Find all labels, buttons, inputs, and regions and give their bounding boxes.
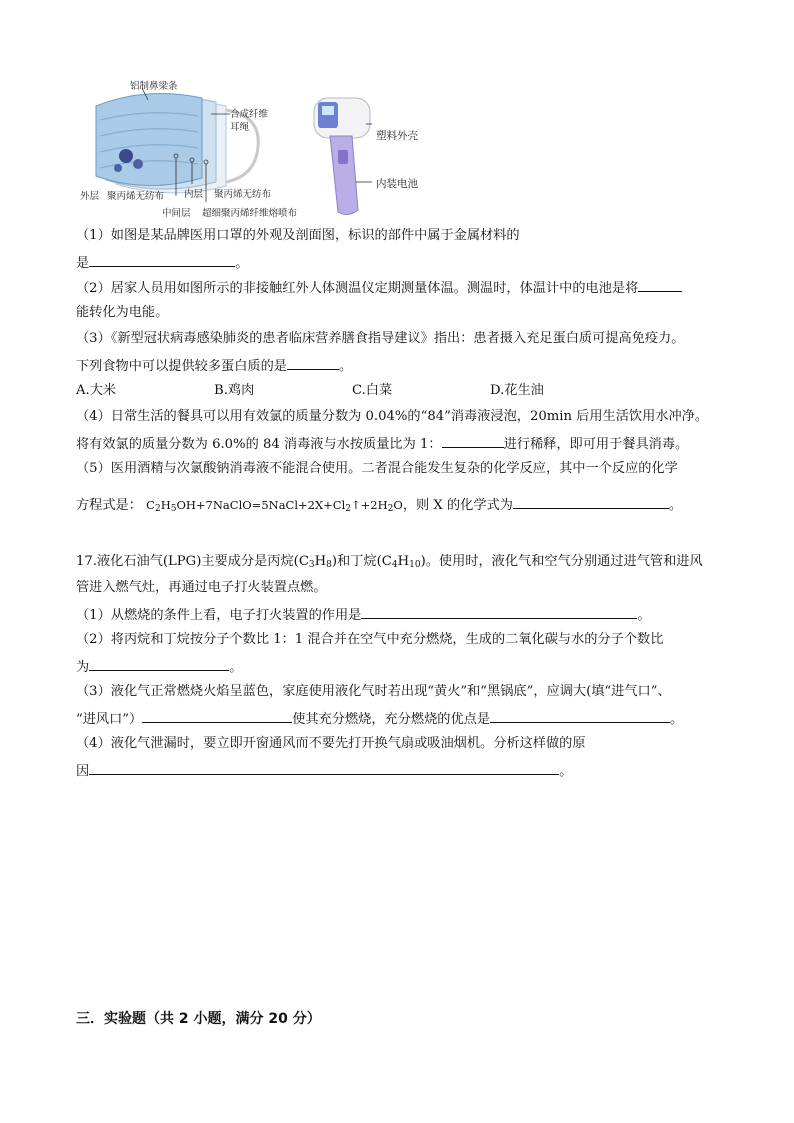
q16-p3-lead: 下列食物中可以提供较多蛋白质的是 [76, 359, 287, 374]
q16-p5-end: 。 [668, 498, 683, 513]
answer-blank[interactable] [287, 355, 339, 370]
q17-p4-lead: 因 [76, 764, 90, 779]
q17-p3-text: （3）液化气正常燃烧火焰呈蓝色，家庭使用液化气时若出现“黄火”和“黑锅底”，应调大(填“进气口”、 [76, 684, 671, 699]
q17-intro-line1 [76, 552, 703, 575]
answer-blank[interactable] [89, 760, 559, 775]
q17-intro-d: H [397, 554, 410, 569]
q17-sub: 8 [326, 560, 332, 570]
q16-part5-line2 [76, 494, 682, 519]
q16-p1-text: （1）如图是某品牌医用口罩的外观及剖面图，标识的部件中属于金属材料的 [76, 228, 520, 243]
q16-part2-line1 [76, 277, 682, 299]
q16-p2-text: （2）居家人员用如图所示的非接触红外人体测温仪定期测量体温。测温时，体温计中的电池是将 [76, 281, 639, 296]
eq-sub: 2 [154, 504, 161, 514]
eq-sub: 2 [345, 504, 352, 514]
option-c[interactable]: C.白菜 [352, 383, 393, 398]
q17-part3-line2 [76, 708, 683, 730]
thermometer-icon [300, 92, 380, 222]
answer-blank[interactable] [361, 604, 637, 619]
answer-blank[interactable] [513, 494, 669, 509]
q16-part3-line1 [76, 329, 684, 349]
eq-sub: 5 [170, 504, 177, 514]
q16-part4-line1 [76, 407, 708, 427]
label-inner-material: 聚丙烯无纺布 [214, 189, 272, 200]
q16-p4-lead: 将有效氯的质量分数为 6.0%的 84 消毒液与水按质量比为 1： [76, 437, 442, 452]
answer-blank[interactable] [89, 252, 235, 267]
q17-p3-end: 。 [670, 712, 684, 727]
q17-p3-lead: “进风口”） [76, 712, 143, 727]
q16-part3-line2 [76, 355, 352, 377]
q17-intro-a: 17.液化石油气(LPG)主要成分是丙烷(C [76, 554, 309, 569]
label-plastic-shell: 塑料外壳 [376, 130, 418, 142]
q16-part4-line2 [76, 433, 688, 455]
q16-part1-line1 [76, 226, 520, 246]
q16-part5-line1 [76, 459, 678, 479]
q16-p5-text: （5）医用酒精与次氯酸钠消毒液不能混合使用。二者混合能发生复杂的化学反应，其中一个反应的化学 [76, 461, 678, 476]
answer-blank[interactable] [442, 433, 504, 448]
answer-blank[interactable] [142, 708, 292, 723]
q16-p1-lead: 是 [76, 256, 90, 271]
eq-mid: OH+7NaClO=5NaCl+2X+Cl [176, 498, 346, 512]
chemical-equation [146, 498, 403, 512]
option-d[interactable]: D.花生油 [490, 383, 544, 398]
q17-p2-text: （2）将丙烷和丁烷按分子个数比 1：1 混合并在空气中充分燃烧，生成的二氧化碳与水的分子个数比 [76, 632, 664, 647]
eq-c: C [146, 498, 155, 512]
label-melt-blown: 超细聚丙烯纤维熔喷布 [202, 208, 298, 219]
q17-part2-line2 [76, 656, 242, 678]
q17-part3-line1 [76, 682, 671, 702]
q17-p2-lead: 为 [76, 660, 90, 675]
q16-p2-tail: 能转化为电能。 [76, 305, 169, 320]
label-outer-layer: 外层 [80, 191, 100, 202]
q17-part1 [76, 604, 651, 626]
label-middle-layer: 中间层 [162, 208, 191, 219]
eq-end: ↑+2H [351, 498, 388, 512]
q17-p1-text: （1）从燃烧的条件上看，电子打火装置的作用是 [76, 608, 362, 623]
q17-intro-line2 [76, 578, 327, 598]
option-a[interactable]: A.大米 [76, 383, 117, 398]
eq-h: H [160, 498, 171, 512]
option-b[interactable]: B.鸡肉 [214, 383, 255, 398]
answer-blank[interactable] [89, 656, 229, 671]
answer-blank[interactable] [490, 708, 670, 723]
q16-p4-tail: 进行稀释，即可用于餐具消毒。 [503, 437, 689, 452]
q17-p2-end: 。 [229, 660, 243, 675]
q17-p1-end: 。 [637, 608, 651, 623]
answer-blank[interactable] [638, 277, 682, 292]
q17-p4-text: （4）液化气泄漏时，要立即开窗通风而不要先打开换气扇或吸油烟机。分析这样做的原 [76, 736, 586, 751]
q17-p3-mid: 使其充分燃烧，充分燃烧的优点是 [292, 712, 491, 727]
q17-part4-line2 [76, 760, 572, 782]
label-aluminum-strip: 铝制鼻梁条 [130, 81, 178, 92]
q16-p3-text: （3）《新型冠状病毒感染肺炎的患者临床营养膳食指导建议》指出：患者摄入充足蛋白质可提高免疫力。 [76, 331, 685, 346]
q17-intro-tail: 管进入燃气灶，再通过电子打火装置点燃。 [76, 580, 327, 595]
section-heading: 三．实验题（共 2 小题，满分 20 分） [76, 1011, 321, 1027]
q17-intro-e: )。使用时，液化气和空气分别通过进气管和进风 [420, 554, 703, 569]
q17-p4-end: 。 [559, 764, 573, 779]
q17-sub: 4 [391, 560, 398, 570]
label-inner-layer: 内层 [184, 189, 204, 200]
label-outer-material: 聚丙烯无纺布 [107, 191, 165, 202]
q17-part2-line1 [76, 630, 663, 650]
q17-sub: 10 [409, 560, 421, 570]
q16-p5-mid: ，则 X 的化学式为 [402, 498, 513, 513]
label-ear-loop-1: 合成纤维 [230, 109, 269, 120]
q16-p1-end: 。 [235, 256, 249, 271]
q17-intro-c: )和丁烷(C [331, 554, 392, 569]
eq-sub: 2 [387, 504, 394, 514]
q16-p5-lead: 方程式是： [76, 498, 142, 513]
q16-p4-text: （4）日常生活的餐具可以用有效氯的质量分数为 0.04%的“84”消毒液浸泡，20min 后用生活饮用水冲净。 [76, 409, 709, 424]
eq-o: O [393, 498, 403, 512]
q16-p3-end: 。 [339, 359, 353, 374]
q16-part2-line2 [76, 303, 168, 323]
q16-part1-line2 [76, 252, 248, 274]
q17-part4-line1 [76, 734, 586, 754]
label-ear-loop-2: 耳绳 [230, 122, 250, 133]
q17-intro-b: H [314, 554, 327, 569]
label-battery: 内装电池 [376, 178, 418, 190]
q17-sub: 3 [308, 560, 315, 570]
